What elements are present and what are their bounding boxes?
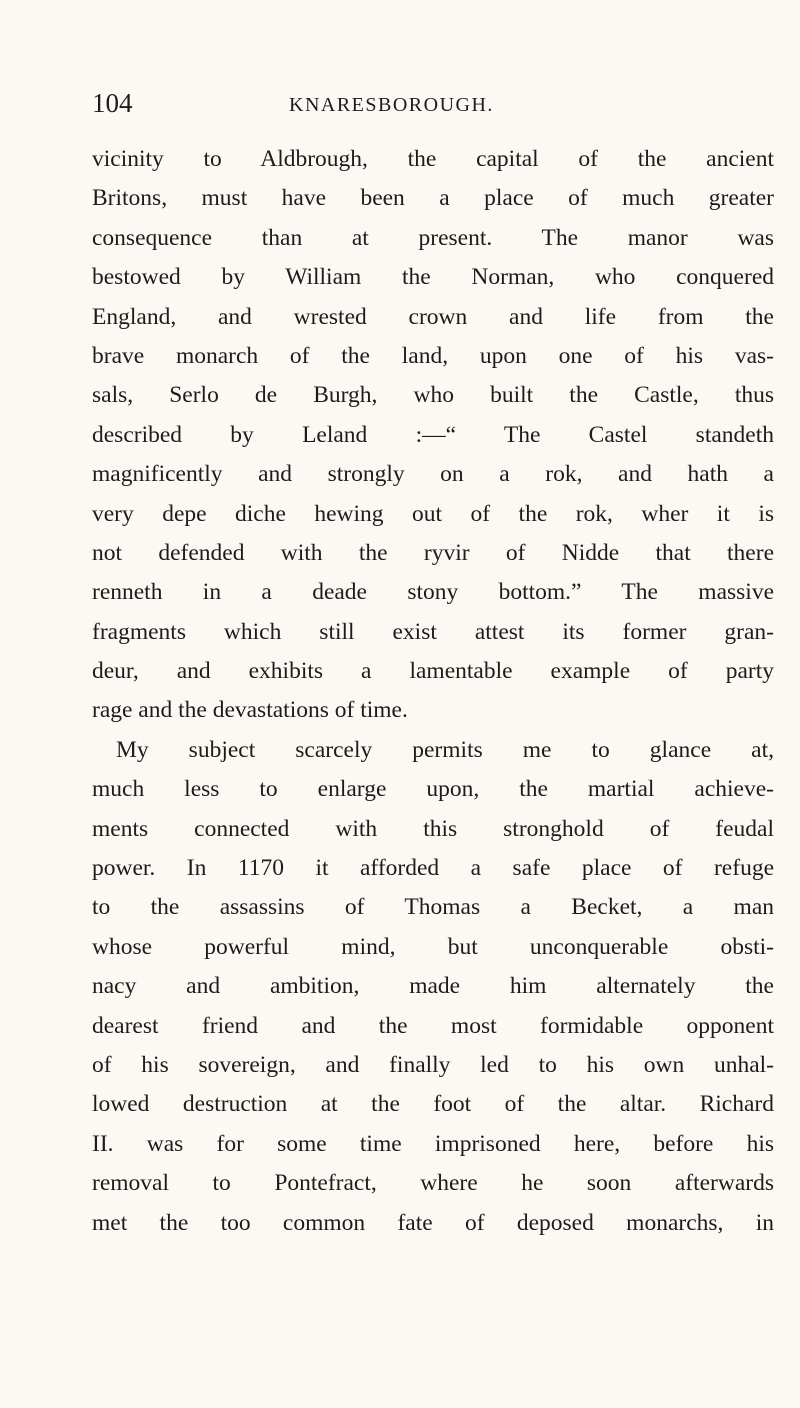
text-line: sals, Serlo de Burgh, who built the Castle, thus: [92, 382, 774, 409]
text-line: described by Leland :—“ The Castel standeth: [92, 421, 774, 448]
paragraph-end-line: rage and the devastations of time.: [92, 697, 408, 724]
running-head: KNARESBOROUGH.: [289, 94, 494, 116]
text-line: very depe diche hewing out of the rok, wher it is: [92, 500, 774, 527]
text-line: England, and wrested crown and life from the: [92, 303, 774, 330]
text-line: met the too common fate of deposed monarchs, in: [92, 1209, 774, 1236]
text-line: whose powerful mind, but unconquerable obsti-: [92, 933, 774, 960]
text-line: deur, and exhibits a lamentable example of party: [92, 658, 774, 685]
text-line: lowed destruction at the foot of the altar. Richard: [92, 1091, 774, 1118]
text-line: ments connected with this stronghold of feudal: [92, 815, 774, 842]
page-header: [92, 88, 772, 128]
text-line: renneth in a deade stony bottom.” The massive: [92, 579, 774, 606]
text-line: nacy and ambition, made him alternately the: [92, 973, 774, 1000]
text-line: power. In 1170 it afforded a safe place of refuge: [92, 855, 774, 882]
text-line: much less to enlarge upon, the martial achieve-: [92, 776, 774, 803]
paragraph-start-line: My subject scarcely permits me to glance at,: [116, 736, 774, 763]
text-line: brave monarch of the land, upon one of his vas-: [92, 342, 774, 369]
text-line: bestowed by William the Norman, who conquered: [92, 264, 774, 291]
text-line: of his sovereign, and finally led to his own unhal-: [92, 1051, 774, 1078]
text-line: vicinity to Aldbrough, the capital of the ancient: [92, 146, 774, 172]
text-line: to the assassins of Thomas a Becket, a man: [92, 894, 774, 921]
text-line: magnificently and strongly on a rok, and hath a: [92, 461, 774, 488]
text-line: not defended with the ryvir of Nidde that there: [92, 539, 774, 566]
text-line: Britons, must have been a place of much greater: [92, 185, 774, 212]
text-line: fragments which still exist attest its former gran-: [92, 618, 774, 645]
body-text: [92, 140, 774, 1243]
text-line: dearest friend and the most formidable opponent: [92, 1012, 774, 1039]
text-line: consequence than at present. The manor was: [92, 224, 774, 251]
text-line: removal to Pontefract, where he soon afterwards: [92, 1170, 774, 1197]
text-line: II. was for some time imprisoned here, before his: [92, 1130, 774, 1157]
page-number: 104: [92, 88, 133, 118]
